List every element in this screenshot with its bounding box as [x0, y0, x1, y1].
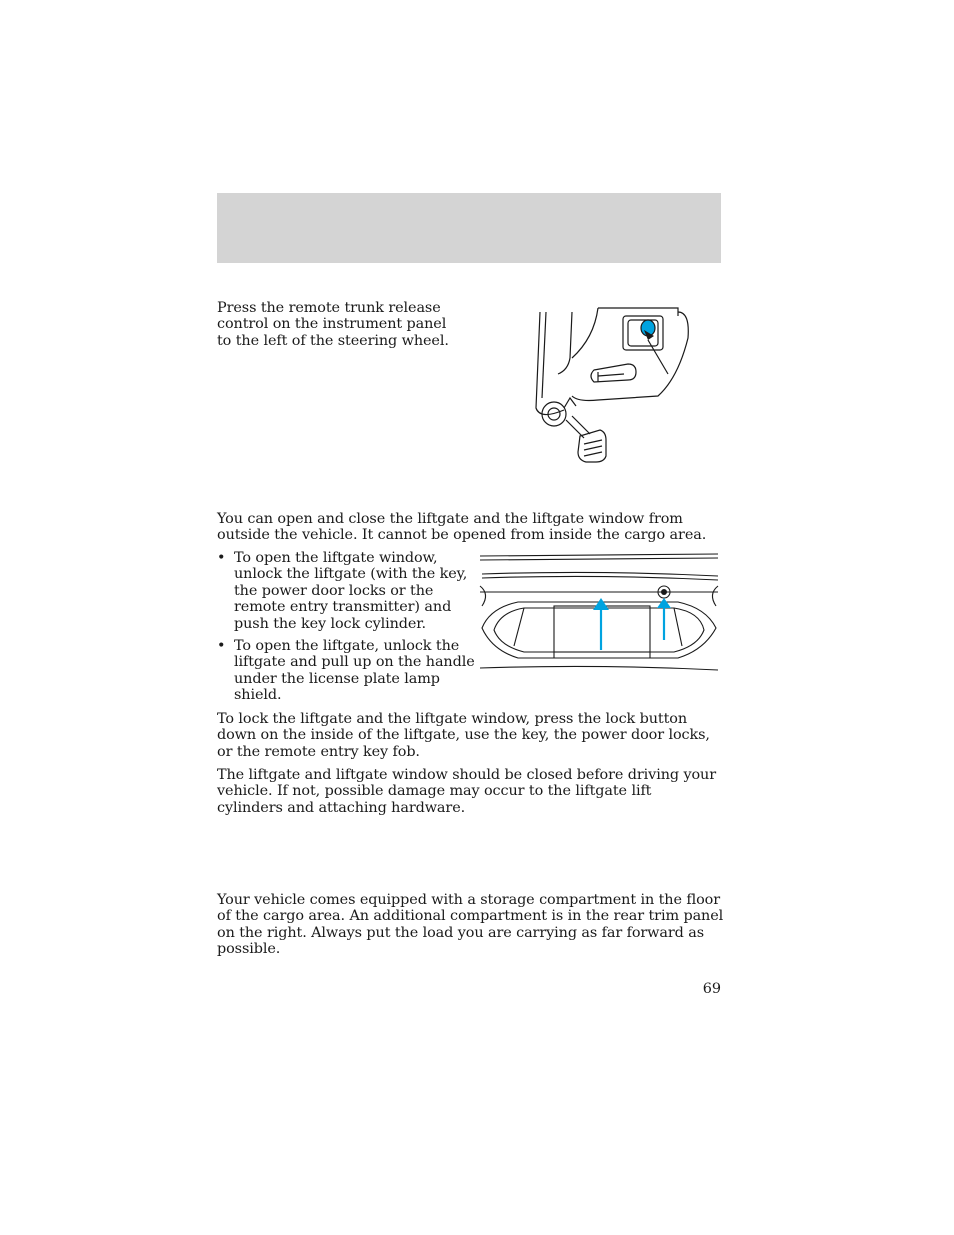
trunk-release-paragraph: Press the remote trunk release control on the instrument panel to the left of the steering wheel. [217, 300, 449, 349]
section-header-band [217, 193, 721, 263]
bullet-text: To open the liftgate window, unlock the liftgate (with the key, the power door locks or the remote entry transmitter) and push the key lock cylinder. [234, 550, 468, 632]
bullet-glyph: • [217, 638, 226, 655]
storage-paragraph: Your vehicle comes equipped with a storage compartment in the floor of the cargo area. An additional compartment is in the rear trim panel on the right. Always put the load you are carrying as far forward as possible. [217, 892, 724, 958]
liftgate-warning-paragraph: The liftgate and liftgate window should be closed before driving your vehicle. If not, possible damage may occur to the liftgate lift cylinders and attaching hardware. [217, 767, 717, 816]
bullet-glyph: • [217, 550, 226, 566]
liftgate-bullet-list [217, 550, 477, 710]
list-item [217, 638, 477, 704]
liftgate-lock-paragraph: To lock the liftgate and the liftgate window, press the lock button down on the inside of the liftgate, use the key, the power door locks, or the remote entry key fob. [217, 711, 710, 760]
liftgate-intro-paragraph: You can open and close the liftgate and the liftgate window from outside the vehicle. It cannot be opened from inside the cargo area. [217, 511, 707, 544]
liftgate-illustration [478, 548, 722, 674]
list-item [217, 550, 477, 632]
bullet-text: To open the liftgate, unlock the liftgate and pull up on the handle under the license plate lamp shield. [234, 638, 475, 704]
page-number: 69 [702, 981, 721, 997]
trunk-release-illustration [528, 298, 698, 466]
